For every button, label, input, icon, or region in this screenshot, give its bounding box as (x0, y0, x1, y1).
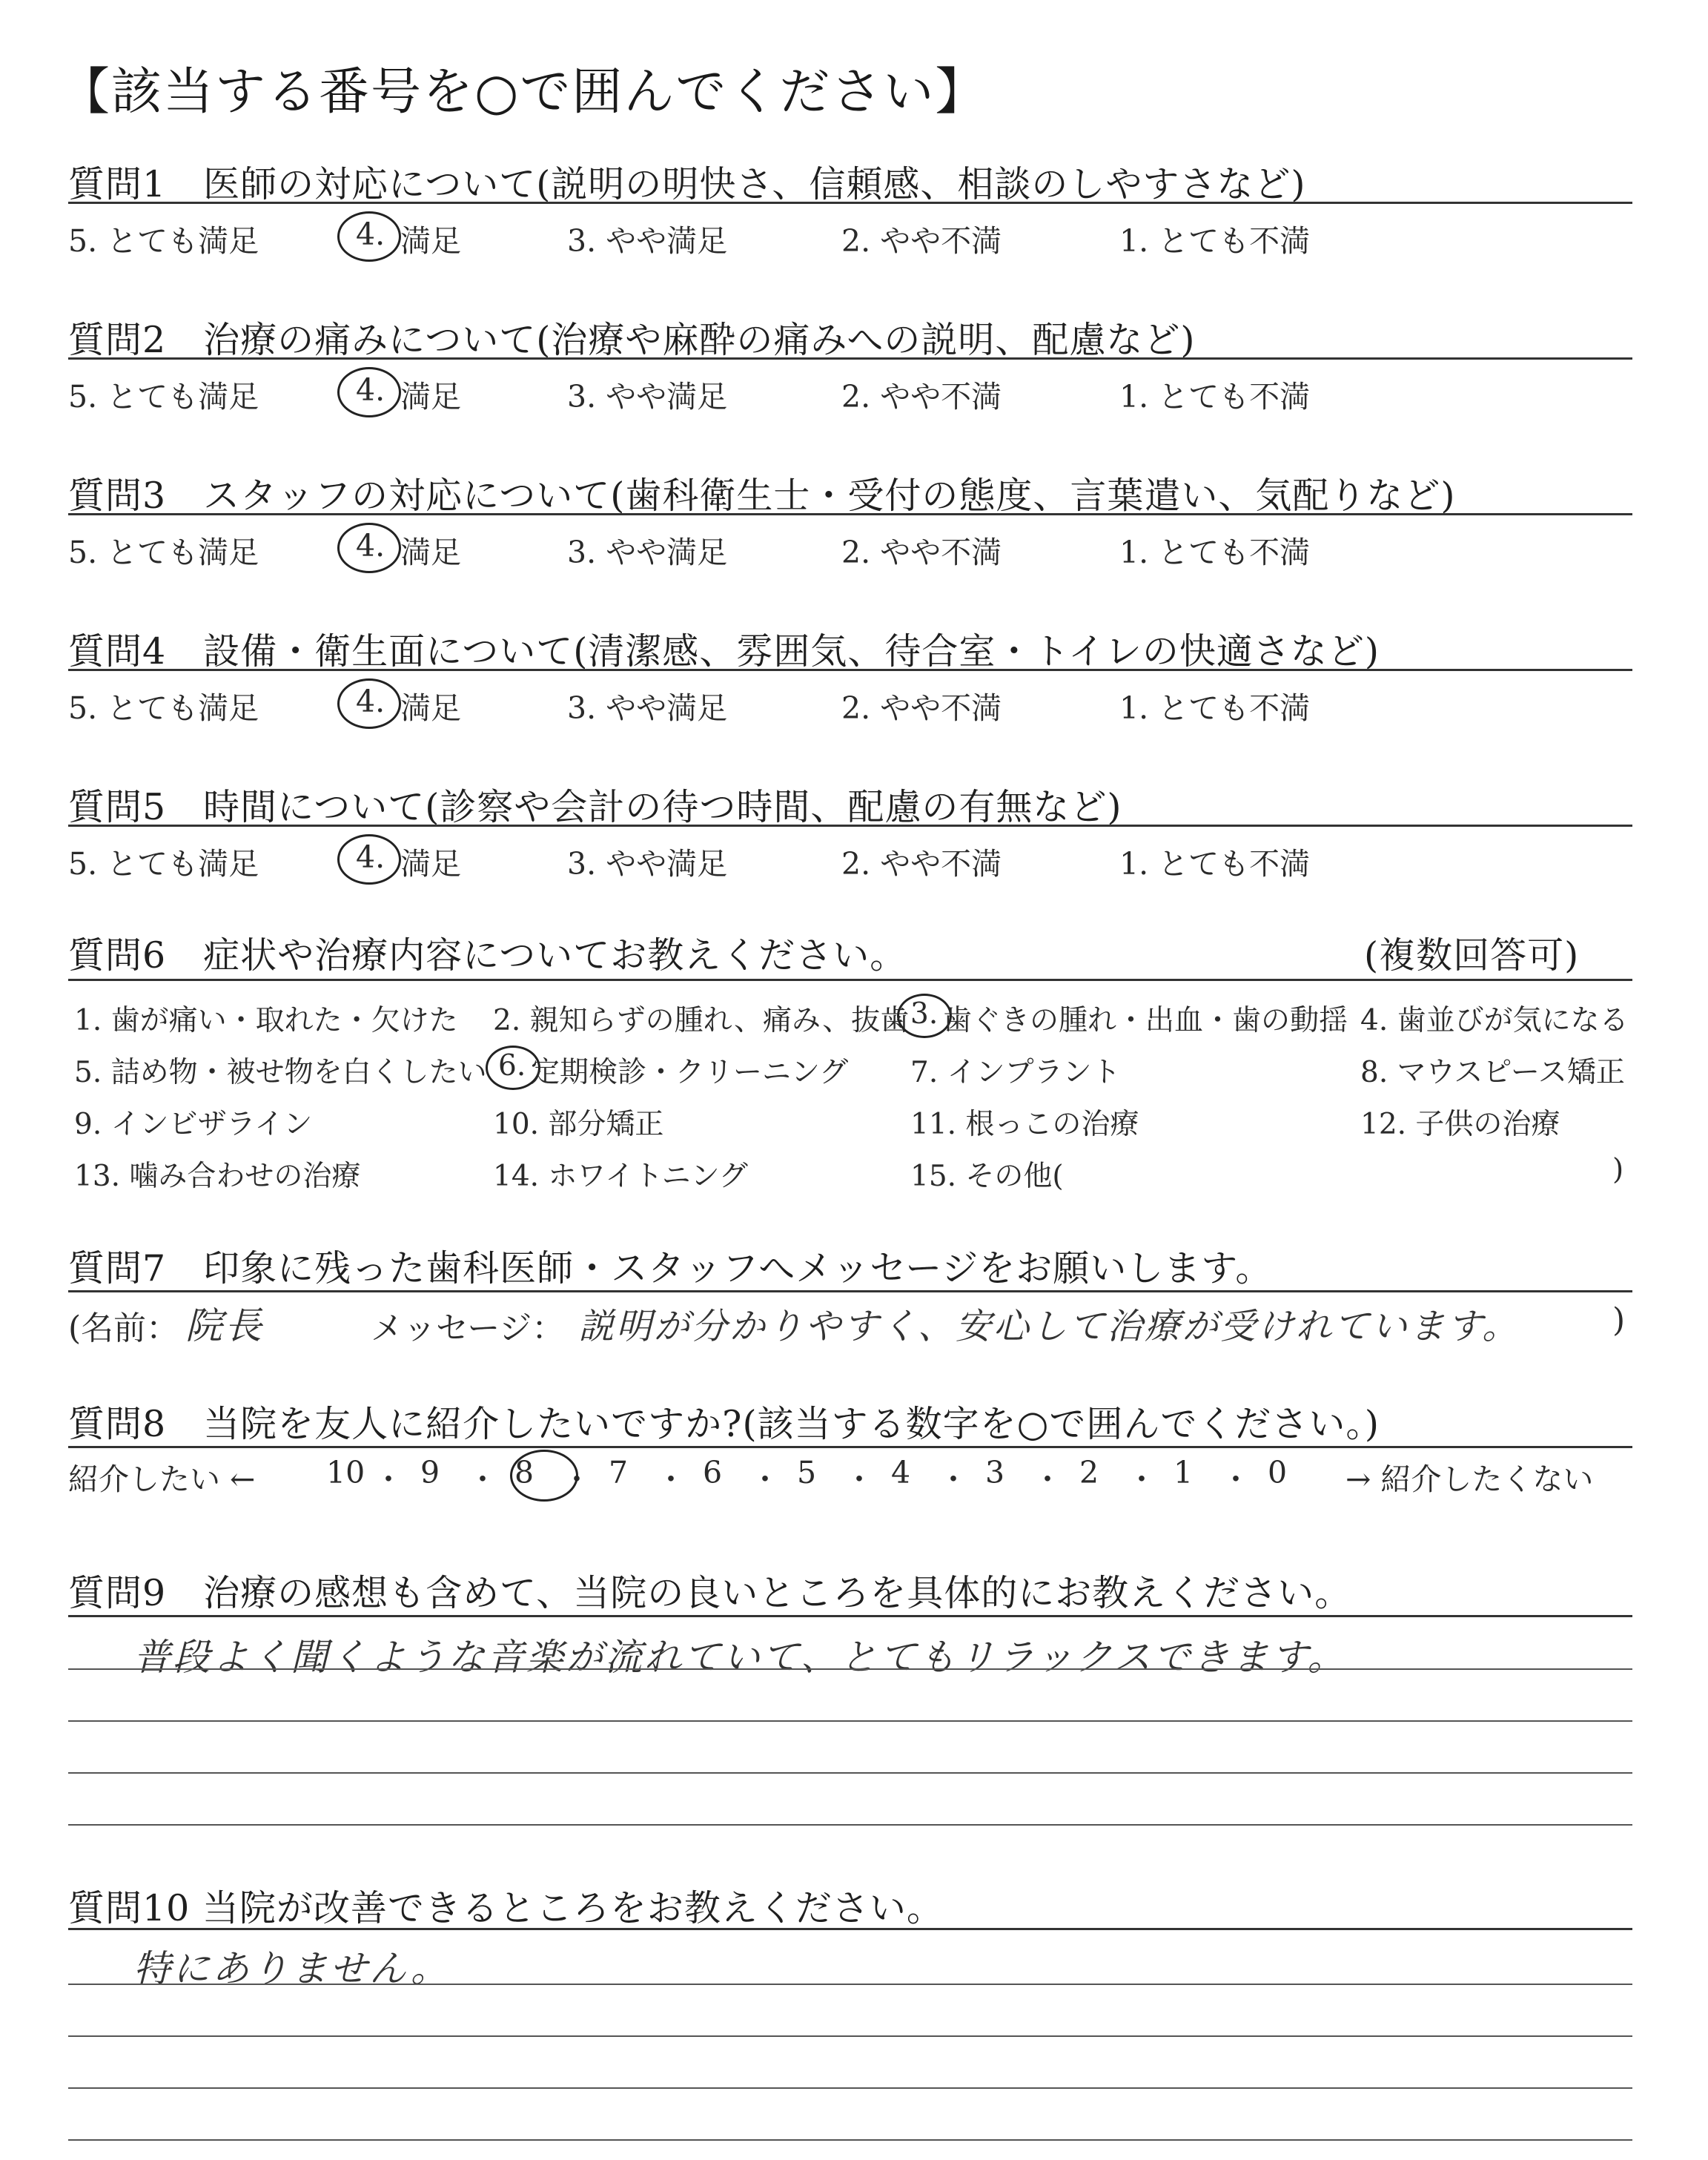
q8-score-7[interactable]: 7 (609, 1455, 629, 1490)
q9-rule-5 (68, 1824, 1632, 1826)
q7-rule (68, 1290, 1632, 1292)
q10-rule-5 (68, 2139, 1632, 2141)
q8-selected-circle (510, 1450, 578, 1502)
q1-option-3[interactable]: 3. やや満足 (567, 223, 728, 259)
q8-separator: ・ (655, 1462, 686, 1497)
q6-item-15-close: ) (1612, 1153, 1624, 1186)
q1-option-4[interactable]: 2. やや不満 (841, 223, 1002, 259)
q6-item-10[interactable]: 10. 部分矯正 (493, 1108, 664, 1141)
q1-rule (68, 202, 1632, 204)
q3-option-2[interactable]: 満足 (400, 535, 461, 570)
q8-left-label: 紹介したい ← (68, 1462, 256, 1497)
q8-score-5[interactable]: 5 (797, 1455, 817, 1490)
q7-message-label: メッセージ： (371, 1309, 565, 1347)
q9-answer[interactable]: 普段よく聞くような音楽が流れていて、とてもリラックスできます。 (133, 1636, 1347, 1679)
q10-rule-2 (68, 1984, 1632, 1985)
q4-selected-circle (337, 678, 401, 729)
q9-title: 質問9 治療の感想も含めて、当院の良いところを具体的にお教えください。 (68, 1572, 1352, 1614)
q10-title: 質問10 当院が改善できるところをお教えください。 (68, 1887, 944, 1929)
q2-option-0[interactable]: 5. とても満足 (68, 379, 259, 415)
q8-score-3[interactable]: 3 (985, 1455, 1005, 1490)
q4-option-4[interactable]: 2. やや不満 (841, 690, 1002, 726)
q3-rule (68, 513, 1632, 515)
q5-option-3[interactable]: 3. やや満足 (567, 846, 728, 882)
q3-option-3[interactable]: 3. やや満足 (567, 535, 728, 570)
q6-title: 質問6 症状や治療内容についてお教えください。 (68, 934, 907, 977)
q9-rule-1 (68, 1615, 1632, 1617)
q4-option-1[interactable]: 4. (356, 684, 385, 719)
q6-item-14[interactable]: 14. ホワイトニング (493, 1160, 748, 1193)
q8-separator: ・ (844, 1462, 875, 1497)
q2-selected-circle (337, 367, 401, 417)
q5-rule (68, 825, 1632, 827)
q4-option-3[interactable]: 3. やや満足 (567, 690, 728, 726)
q8-right-label: → 紹介したくない (1345, 1462, 1594, 1497)
q3-option-4[interactable]: 2. やや不満 (841, 535, 1002, 570)
q2-rule (68, 357, 1632, 360)
q2-option-1[interactable]: 4. (356, 372, 385, 408)
q6-item-6-number[interactable]: 6. (498, 1049, 526, 1083)
q8-separator: ・ (373, 1462, 404, 1497)
q6-item-12[interactable]: 12. 子供の治療 (1360, 1108, 1560, 1141)
q8-score-10[interactable]: 10 (326, 1455, 365, 1490)
q8-score-1[interactable]: 1 (1174, 1455, 1194, 1490)
q1-selected-circle (337, 211, 401, 262)
q6-item-3-label[interactable]: 歯ぐきの腫れ・出血・歯の動揺 (943, 1004, 1348, 1037)
q7-title: 質問7 印象に残った歯科医師・スタッフへメッセージをお願いします。 (68, 1247, 1273, 1289)
q1-option-0[interactable]: 5. とても満足 (68, 223, 259, 259)
q10-answer[interactable]: 特にありません。 (133, 1947, 450, 1990)
q6-item-13[interactable]: 13. 噛み合わせの治療 (74, 1160, 361, 1193)
q2-option-2[interactable]: 満足 (400, 379, 461, 415)
q2-title: 質問2 治療の痛みについて(治療や麻酔の痛みへの説明、配慮など) (68, 319, 1196, 361)
q8-score-0[interactable]: 0 (1268, 1455, 1288, 1490)
q2-option-3[interactable]: 3. やや満足 (567, 379, 728, 415)
q8-score-9[interactable]: 9 (420, 1455, 440, 1490)
q10-rule-4 (68, 2087, 1632, 2089)
q5-selected-circle (337, 834, 401, 885)
q9-rule-4 (68, 1772, 1632, 1774)
q4-title: 質問4 設備・衛生面について(清潔感、雰囲気、待合室・トイレの快適さなど) (68, 630, 1380, 673)
q8-separator: ・ (938, 1462, 969, 1497)
q5-option-5[interactable]: 1. とても不満 (1119, 846, 1311, 882)
q8-separator: ・ (1126, 1462, 1157, 1497)
q8-separator: ・ (749, 1462, 781, 1497)
q5-option-2[interactable]: 満足 (400, 846, 461, 882)
q6-item-2[interactable]: 2. 親知らずの腫れ、痛み、抜歯 (493, 1004, 910, 1037)
q3-option-5[interactable]: 1. とても不満 (1119, 535, 1311, 570)
q10-rule-1 (68, 1928, 1632, 1930)
q2-option-5[interactable]: 1. とても不満 (1119, 379, 1311, 415)
q2-option-4[interactable]: 2. やや不満 (841, 379, 1002, 415)
q4-option-2[interactable]: 満足 (400, 690, 461, 726)
q1-option-2[interactable]: 満足 (400, 223, 461, 259)
q8-separator: ・ (561, 1462, 592, 1497)
q3-option-0[interactable]: 5. とても満足 (68, 535, 259, 570)
q6-item-9[interactable]: 9. インビザライン (74, 1108, 313, 1141)
q6-item-4[interactable]: 4. 歯並びが気になる (1360, 1004, 1629, 1037)
q4-option-5[interactable]: 1. とても不満 (1119, 690, 1311, 726)
q4-option-0[interactable]: 5. とても満足 (68, 690, 259, 726)
q9-rule-2 (68, 1668, 1632, 1670)
q5-option-1[interactable]: 4. (356, 839, 385, 875)
q6-rule (68, 979, 1632, 981)
q10-rule-3 (68, 2035, 1632, 2037)
q8-separator: ・ (1032, 1462, 1063, 1497)
q1-option-1[interactable]: 4. (356, 217, 385, 252)
q8-score-2[interactable]: 2 (1079, 1455, 1099, 1490)
q6-item-11[interactable]: 11. 根っこの治療 (910, 1108, 1139, 1141)
q4-rule (68, 669, 1632, 671)
q7-name-value[interactable]: 院長 (185, 1304, 264, 1347)
q8-rule (68, 1446, 1632, 1448)
q3-title: 質問3 スタッフの対応について(歯科衛生士・受付の態度、言葉遣い、気配りなど) (68, 475, 1456, 517)
q8-title: 質問8 当院を友人に紹介したいですか?(該当する数字を○で囲んでください。) (68, 1403, 1380, 1445)
q1-title: 質問1 医師の対応について(説明の明快さ、信頼感、相談のしやすさなど) (68, 163, 1306, 205)
q6-item-15[interactable]: 15. その他( (910, 1160, 1064, 1193)
q5-option-0[interactable]: 5. とても満足 (68, 846, 259, 882)
q1-option-5[interactable]: 1. とても不満 (1119, 223, 1311, 259)
q6-item-1[interactable]: 1. 歯が痛い・取れた・欠けた (74, 1004, 458, 1037)
q8-score-6[interactable]: 6 (703, 1455, 723, 1490)
q6-item-6-label[interactable]: 定期検診・クリーニング (531, 1056, 849, 1089)
q6-item-5[interactable]: 5. 詰め物・被せ物を白くしたい (74, 1056, 487, 1089)
q7-message-value[interactable]: 説明が分かりやすく、安心して治療が受けれています。 (578, 1306, 1520, 1347)
q5-option-4[interactable]: 2. やや不満 (841, 846, 1002, 882)
q5-title: 質問5 時間について(診察や会計の待つ時間、配慮の有無など) (68, 786, 1122, 828)
q3-option-1[interactable]: 4. (356, 528, 385, 564)
q6-item-3-number[interactable]: 3. (910, 997, 939, 1031)
q8-separator: ・ (1220, 1462, 1251, 1497)
q3-selected-circle (337, 523, 401, 573)
q9-rule-3 (68, 1720, 1632, 1722)
q7-close-paren: ) (1612, 1301, 1626, 1339)
q6-item-7[interactable]: 7. インプラント (910, 1056, 1121, 1089)
q8-separator: ・ (467, 1462, 498, 1497)
q6-note: (複数回答可) (1364, 934, 1580, 977)
form-header: 【該当する番号を○で囲んでください】 (59, 63, 987, 122)
q6-item-8[interactable]: 8. マウスピース矯正 (1360, 1056, 1625, 1089)
q8-score-8[interactable]: 8 (514, 1455, 534, 1490)
q8-score-4[interactable]: 4 (891, 1455, 911, 1490)
q7-name-label: (名前： (68, 1309, 179, 1347)
